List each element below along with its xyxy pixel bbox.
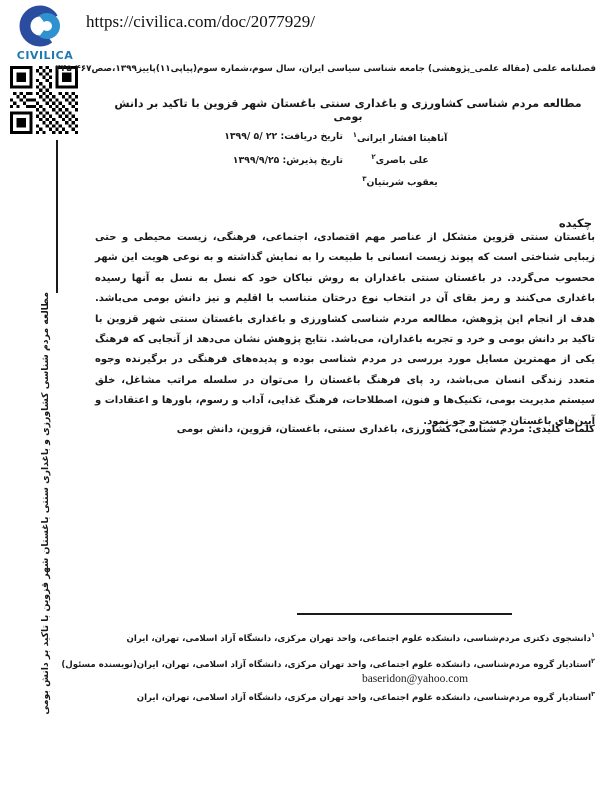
footnote-1-marker: ۱ xyxy=(591,631,595,639)
author-3-name: یعقوب شربتیان xyxy=(366,177,438,189)
footnote-2 xyxy=(60,657,595,670)
author-3 xyxy=(320,175,480,188)
author-1 xyxy=(320,131,480,144)
paper-title: مطالعه مردم شناسی کشاورزی و باغداری سنتی باغستان شهر قزوین با تاکید بر دانش بومی xyxy=(114,97,582,123)
footnote-3 xyxy=(60,690,595,703)
keywords-line: کلمات کلیدی: مردم شناسی، کشاورزی، باغداری سنتی، باغستان، قزوین، دانش بومی xyxy=(176,424,595,435)
civilica-logo-icon xyxy=(16,5,74,49)
footnote-2-marker: ۲ xyxy=(591,657,595,665)
author-2-name: علی باصری xyxy=(375,155,429,167)
footnote-2-text: استادیار گروه مردم‌شناسی، دانشکده علوم اجتماعی، واحد تهران مرکزی، دانشگاه آزاد اسلامی، تهران، ایران(نویسنده مسئول) xyxy=(61,659,592,670)
sidebar-vertical-title: مطالعه مردم شناسی کشاورزی و باغداری سنتی باغستان شهر قزوین با تاکید بر دانش بومی xyxy=(40,292,51,715)
civilica-wordmark: CIVILICA xyxy=(16,49,74,62)
author-2-marker: ۲ xyxy=(371,153,376,162)
accepted-date: تاریخ پذیرش: ۱۳۹۹/۹/۲۵ xyxy=(232,155,343,166)
abstract-body: باغستان سنتی قزوین متشکل از عناصر مهم اقتصادی، اجتماعی، فرهنگی، زیست محیطی و حتی زیبایی شناختی است که پیوند زیست انسانی با طبیعت را به نمایش گذاشته و به نوعی هویت این شهر محسوب می‌گردد. در باغستان سنتی باغداران به روش نیاکان خود که نسل به نسل به آنها رسیده باغداری می‌کنند و رمز بقای آن در انتخاب نوع درختان متناسب با اقلیم و نیز دانش بومی می‌باشد. هدف از انجام این پژوهش، مطالعه مردم شناسی کشاورزی و باغداری باغستان سنتی شهر قزوین با تاکید بر دانش بومی و خرد و تجربه باغداران، می‌باشد. نتایج پژوهش نشان می‌دهد از آنجایی که فرهنگ یکی از مهمترین مسایل مورد بررسی در مردم شناسی بوده و پدیده‌های فرهنگی در برگیرنده وجوه متعدد زندگی انسان می‌باشد، رد پای فرهنگ باغستان را می‌توان در سلسله مراتب مشاغل، خلق سیستم مدیریت بومی، تکنیک‌ها و فنون، اصطلاحات، فرهنگ غذایی، آداب و رسوم، باورها و اعتقادات و آیین‌های باغستان جست و جو نمود. xyxy=(95,232,595,427)
author-1-name: آناهیتا افشار ایرانی xyxy=(356,133,448,145)
author-1-marker: ۱ xyxy=(352,131,357,139)
footnote-divider xyxy=(297,613,512,615)
qr-code xyxy=(10,66,78,134)
author-3-marker: ۳ xyxy=(362,175,367,184)
author-2 xyxy=(320,153,480,166)
document-url-link[interactable]: https://civilica.com/doc/2077929/ xyxy=(86,12,315,31)
footnote-1-text: دانشجوی دکتری مردم‌شناسی، دانشکده علوم اجتماعی، واحد تهران مرکزی، دانشگاه آزاد اسلامی، تهران، ایران xyxy=(126,633,592,644)
corresponding-author-email[interactable]: baseridon@yahoo.com xyxy=(361,673,469,685)
sidebar-vertical-rule xyxy=(56,140,58,293)
abstract-heading: چکیده xyxy=(558,216,592,230)
footnote-1 xyxy=(60,631,595,644)
footnote-3-marker: ۳ xyxy=(591,690,595,698)
footnote-3-text: استادیار گروه مردم‌شناسی، دانشکده علوم اجتماعی، واحد تهران مرکزی، دانشگاه آزاد اسلامی، تهران، ایران xyxy=(136,692,592,703)
journal-info-line: فصلنامه علمی (مقاله علمی_پژوهشی) جامعه شناسی سیاسی ایران، سال سوم،شماره سوم(پیاپی۱۱)پاییز۱۳۹۹،صص۴۶۷-۴۴۵ xyxy=(55,64,596,74)
authors-block xyxy=(320,131,480,197)
civilica-logo xyxy=(10,5,80,62)
received-date: تاریخ دریافت: ۲۲ /۵ /۱۳۹۹ xyxy=(224,131,343,142)
